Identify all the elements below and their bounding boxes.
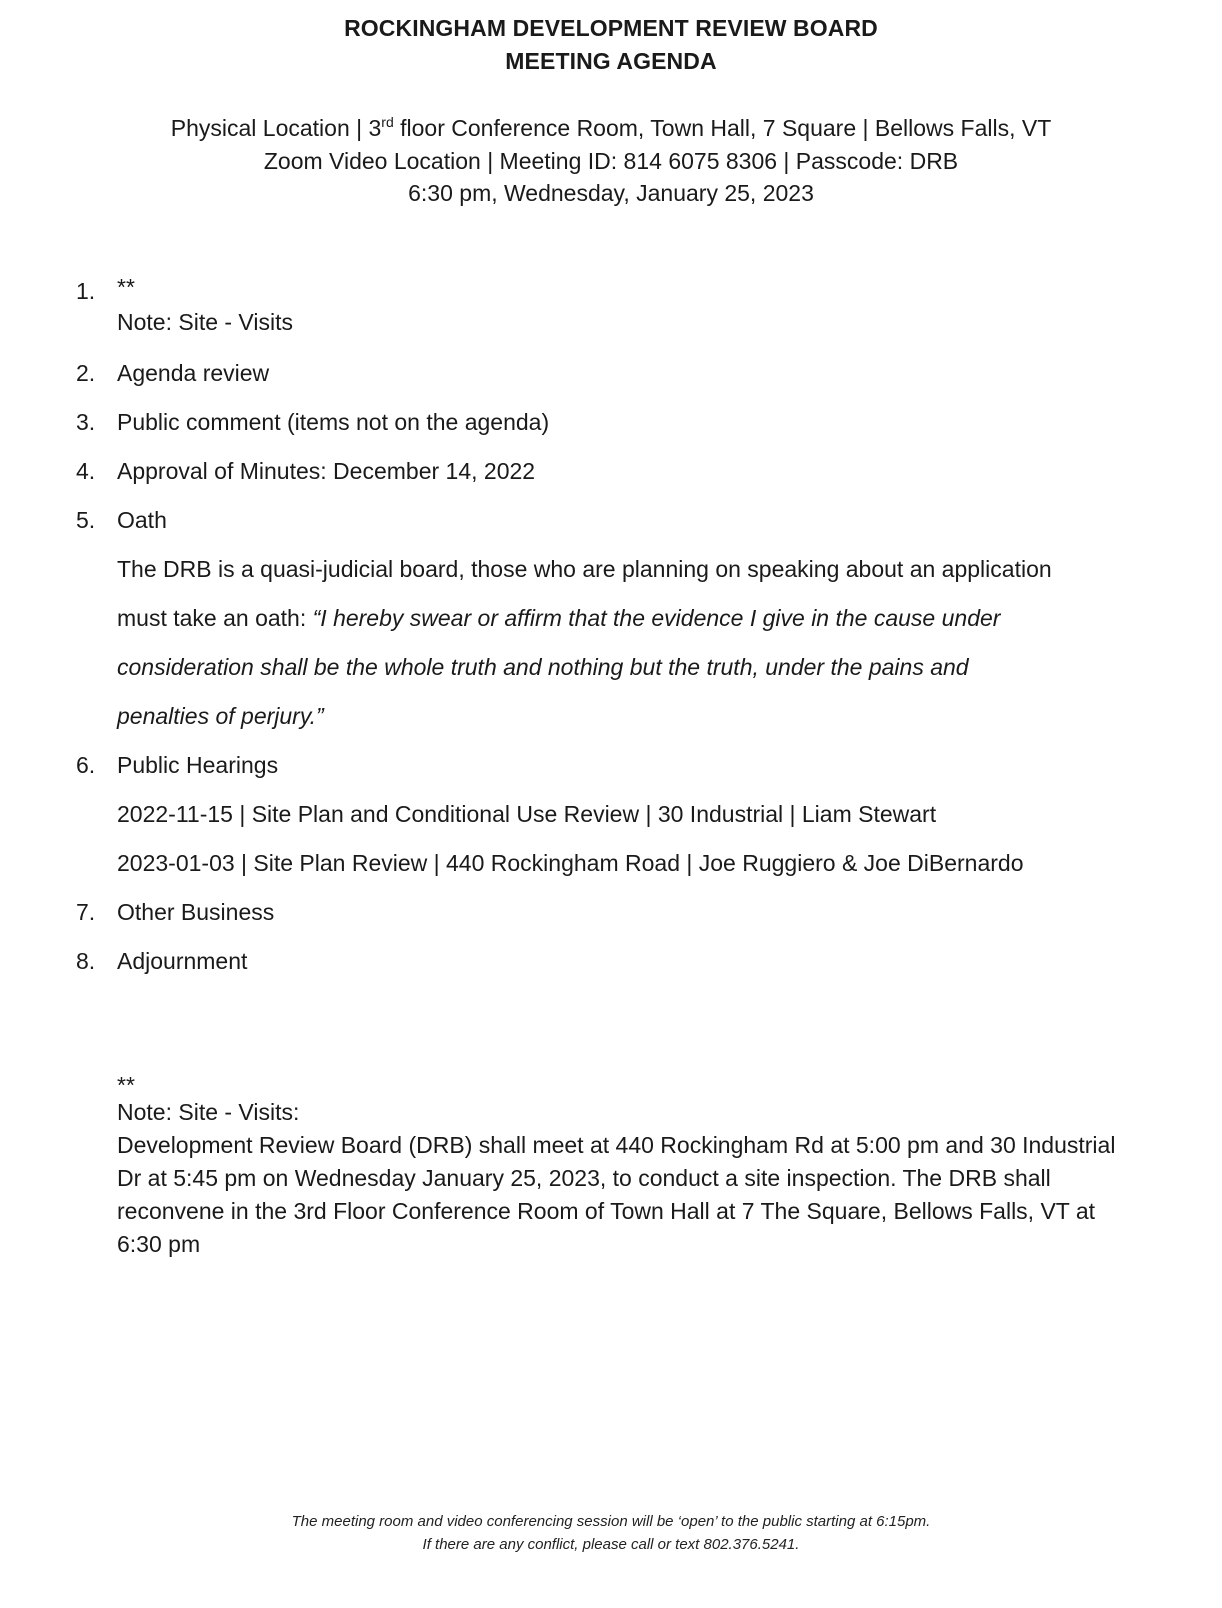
- item-number: 3.: [76, 409, 96, 435]
- oath-quote-line: [117, 703, 324, 730]
- oath-quote: penalties of perjury.”: [117, 703, 324, 729]
- oath-paragraph-line: [117, 605, 1000, 632]
- item-number: 5.: [76, 507, 96, 533]
- hearing-entry: 2022-11-15 | Site Plan and Conditional Use Review | 30 Industrial | Liam Stewart: [117, 801, 937, 827]
- item-marker: **: [117, 274, 135, 300]
- item-text: Public comment (items not on the agenda): [117, 409, 550, 435]
- site-visit-note: [117, 1096, 1137, 1261]
- item-text: Other Business: [117, 899, 275, 925]
- physical-location-suffix: floor Conference Room, Town Hall, 7 Square | Bellows Falls, VT: [393, 115, 1052, 141]
- meeting-datetime: 6:30 pm, Wednesday, January 25, 2023: [408, 180, 814, 206]
- footer-line: The meeting room and video conferencing session will be ‘open’ to the public starting at 6:15pm.: [291, 1513, 931, 1530]
- physical-location: [0, 115, 1222, 142]
- item-number: 4.: [76, 458, 96, 484]
- item-text: Adjournment: [117, 948, 248, 974]
- ordinal-suffix: rd: [381, 114, 394, 130]
- item-number: 7.: [76, 899, 96, 925]
- item-number: 8.: [76, 948, 96, 974]
- note-marker: **: [117, 1072, 135, 1098]
- oath-quote-line: [117, 654, 969, 681]
- item-text: Note: Site - Visits: [117, 309, 293, 335]
- physical-location-prefix: Physical Location | 3: [170, 115, 382, 141]
- agenda-title: MEETING AGENDA: [505, 48, 717, 74]
- note-heading: Note: Site - Visits:: [117, 1099, 300, 1125]
- note-body: Development Review Board (DRB) shall meet at 440 Rockingham Rd at 5:00 pm and 30 Industrial Dr at 5:45 pm on Wednesday January 25, 2023, to conduct a site inspection. The DRB shall reconvene in the 3rd Floor Conference Room of Town Hall at 7 The Square, Bellows Falls, VT at 6:30 pm: [117, 1132, 1116, 1257]
- item-text: Oath: [117, 507, 167, 533]
- item-number: 2.: [76, 360, 96, 386]
- oath-quote: consideration shall be the whole truth and nothing but the truth, under the pains and: [117, 654, 969, 680]
- oath-paragraph-line: The DRB is a quasi-judicial board, those who are planning on speaking about an application: [117, 556, 1052, 582]
- item-number: 1.: [76, 278, 96, 304]
- item-number: 6.: [76, 752, 96, 778]
- oath-quote: “I hereby swear or affirm that the evidence I give in the cause under: [312, 605, 1001, 631]
- hearing-entry: 2023-01-03 | Site Plan Review | 440 Rockingham Road | Joe Ruggiero & Joe DiBernardo: [117, 850, 1024, 876]
- item-text: Agenda review: [117, 360, 270, 386]
- board-title: ROCKINGHAM DEVELOPMENT REVIEW BOARD: [344, 15, 878, 41]
- item-text: Approval of Minutes: December 14, 2022: [117, 458, 536, 484]
- oath-intro: must take an oath:: [117, 605, 313, 631]
- item-text: Public Hearings: [117, 752, 279, 778]
- footer-line: If there are any conflict, please call or text 802.376.5241.: [422, 1536, 800, 1553]
- zoom-location: Zoom Video Location | Meeting ID: 814 6075 8306 | Passcode: DRB: [263, 148, 959, 174]
